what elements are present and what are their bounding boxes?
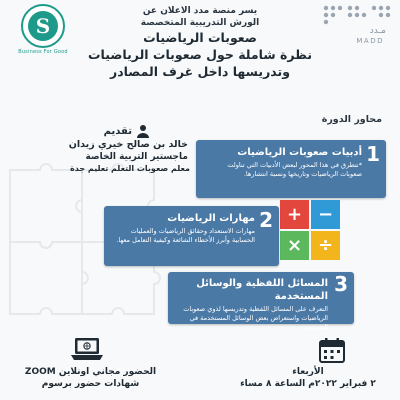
- attendance-info: [18, 366, 163, 390]
- math-symbols-icon: [280, 200, 340, 260]
- workshop-title: صعوبات الرياضيات: [143, 30, 257, 45]
- laptop-icon: [70, 336, 104, 362]
- axis-card-1: [196, 140, 386, 198]
- logo-letter: S: [28, 11, 58, 41]
- axis-number: 2: [259, 208, 273, 232]
- calendar-icon: [318, 336, 346, 364]
- axis-card-3: [168, 272, 354, 331]
- axis-description: التعرف على المسائل اللفظية وتدريسها لذوي صعوبات الرياضيات واستعراض بعض الوسائل المستخدمة في التدريس.: [183, 305, 328, 331]
- presenter-role: معلم صعوبات التعلم تعليم جدة: [70, 164, 190, 173]
- madd-english-wordmark: MADD: [356, 37, 384, 45]
- axis-card-2: [104, 206, 279, 266]
- person-icon: [136, 124, 150, 138]
- intro-line-2: الورش التدريبية المتخصصة: [140, 18, 260, 28]
- business-for-good-logo: [6, 4, 80, 56]
- schedule-day: الأربعاء: [292, 367, 324, 377]
- presenter-label-row: [10, 124, 210, 138]
- attendance-line-1: الحضور مجاني اونلاين ZOOM: [24, 367, 157, 377]
- axis-title: المسائل اللفظية والوسائل المستخدمة: [196, 278, 328, 302]
- axis-number: 3: [334, 272, 348, 296]
- axis-description: *نتطرق في هذا المحور لبعض الأدبيات التي تناولت صعوبات الرياضيات وتاريخها ونسبة انتشارها.: [227, 161, 362, 178]
- axis-number: 1: [366, 142, 380, 166]
- divide-icon: ÷: [311, 231, 340, 260]
- logo-ring: [21, 4, 65, 48]
- presenter-name: خالد بن صالح خيري زيدان: [68, 139, 188, 150]
- axis-title: مهارات الرياضيات: [167, 213, 255, 224]
- minus-icon: −: [311, 200, 340, 229]
- course-axes-heading: محاور الدورة: [321, 114, 382, 125]
- schedule-info: [228, 366, 388, 390]
- axis-description: مهارات الاستعداد وحقائق الرياضيات والعمليات الحسابية وأبرز الأخطاء الشائعة وكيفية التعامل معها.: [116, 227, 255, 244]
- workshop-subtitle-1: نظرة شاملة حول صعوبات الرياضيات: [87, 47, 313, 62]
- schedule-datetime: ٢ فبراير ٢٠٢٢م الساعة ٨ مساء: [240, 379, 376, 389]
- madd-arabic-wordmark: مـدد: [369, 26, 386, 36]
- intro-line-1: يسر منصة مدد الاعلان عن: [142, 6, 258, 16]
- attendance-line-2: شهادات حضور برسوم: [41, 379, 140, 389]
- plus-icon: +: [280, 200, 309, 229]
- madd-logo: [320, 2, 392, 46]
- presenter-block: [10, 124, 210, 174]
- presenter-label: تقديم: [103, 125, 132, 137]
- workshop-subtitle-2: وتدريسها داخل غرف المصادر: [110, 64, 290, 79]
- logo-caption: Business For Good: [18, 49, 68, 55]
- announcement-header: [80, 5, 320, 80]
- presenter-degree: ماجستير التربية الخاصة: [85, 152, 188, 162]
- axis-title: أدبيات صعوبات الرياضيات: [237, 147, 362, 158]
- times-icon: ×: [280, 231, 309, 260]
